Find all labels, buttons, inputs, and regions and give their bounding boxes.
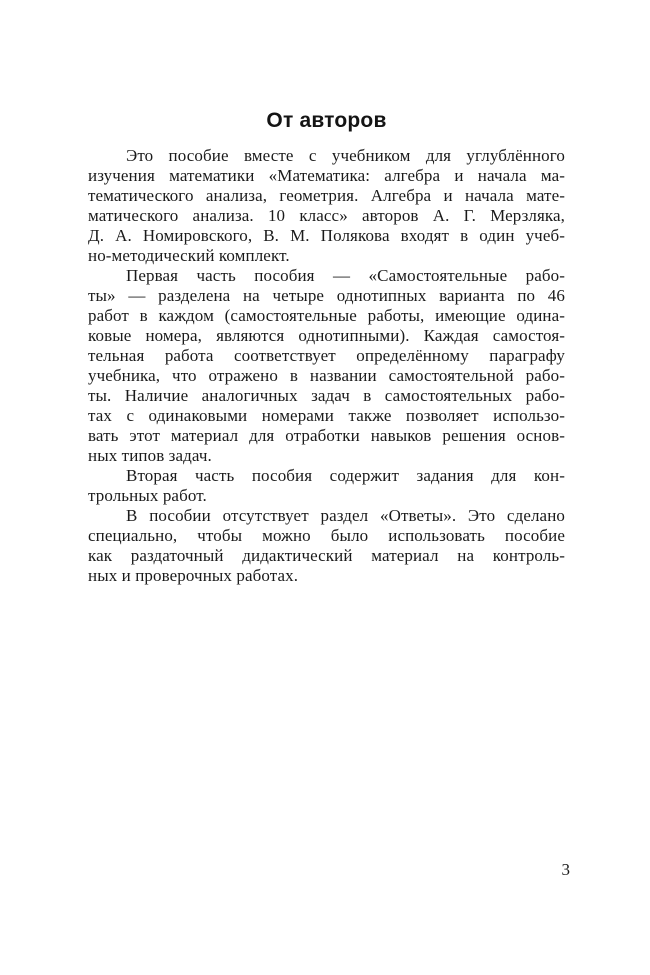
- paragraph: [88, 146, 565, 266]
- text-line: работ в каждом (самостоятельные работы, имеющие одина-: [88, 306, 565, 325]
- text-line: тематического анализа, геометрия. Алгебра и начала мате-: [88, 186, 565, 205]
- page-number: 3: [561, 860, 570, 879]
- text-line: специально, чтобы можно было использовать пособие: [88, 526, 565, 545]
- text-line: но-методический комплект.: [88, 246, 290, 265]
- paragraph: [88, 266, 565, 466]
- text-line: ты. Наличие аналогичных задач в самостоятельных рабо-: [88, 386, 565, 405]
- text-line: Вторая часть пособия содержит задания для кон-: [126, 466, 565, 485]
- text-line: ты» — разделена на четыре однотипных варианта по 46: [88, 286, 565, 305]
- text-line: Это пособие вместе с учебником для углублённого: [126, 146, 565, 165]
- body-text: [88, 146, 565, 586]
- text-line: ковые номера, являются однотипными). Каждая самостоя-: [88, 326, 565, 345]
- text-line: матического анализа. 10 класс» авторов А. Г. Мерзляка,: [88, 206, 565, 225]
- text-line: изучения математики «Математика: алгебра и начала ма-: [88, 166, 565, 185]
- text-line: В пособии отсутствует раздел «Ответы». Это сделано: [126, 506, 565, 525]
- text-line: ных типов задач.: [88, 446, 212, 465]
- text-line: Первая часть пособия — «Самостоятельные рабо-: [126, 266, 565, 285]
- text-line: как раздаточный дидактический материал на контроль-: [88, 546, 565, 565]
- text-line: Д. А. Номировского, В. М. Полякова входят в один учеб-: [88, 226, 565, 245]
- text-line: тах с одинаковыми номерами также позволяет использо-: [88, 406, 565, 425]
- text-line: учебника, что отражено в названии самостоятельной рабо-: [88, 366, 565, 385]
- text-line: трольных работ.: [88, 486, 207, 505]
- text-line: ных и проверочных работах.: [88, 566, 299, 585]
- text-line: тельная работа соответствует определённому параграфу: [88, 346, 565, 365]
- section-heading: От авторов: [266, 109, 387, 132]
- paragraph: [88, 466, 565, 506]
- paragraph: [88, 506, 565, 586]
- text-line: вать этот материал для отработки навыков решения основ-: [88, 426, 565, 445]
